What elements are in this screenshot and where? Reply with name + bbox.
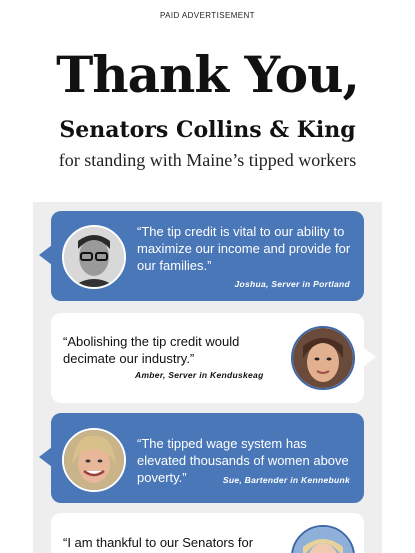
- testimonial-attribution: Sue, Bartender in Kennebunk: [222, 475, 350, 485]
- avatar-speaker-4: [291, 525, 355, 553]
- avatar-amber: [291, 326, 355, 390]
- speech-tail: [39, 447, 52, 467]
- testimonial-quote: “The tip credit is vital to our ability to maximize our income and provide for our families.”: [137, 224, 351, 273]
- headline: Thank You,: [56, 45, 359, 104]
- testimonial-quote: “I am thankful to our Senators for: [63, 535, 254, 550]
- testimonial-card-1: [51, 211, 364, 301]
- testimonial-quote: “Abolishing the tip credit would decimate our industry.”: [63, 334, 240, 366]
- paid-advertisement-label: PAID ADVERTISEMENT: [160, 11, 255, 20]
- avatar-sue: [62, 428, 126, 492]
- testimonial-quote: “The tipped wage system has elevated thousands of women above poverty.”: [137, 436, 349, 485]
- testimonial-attribution: Joshua, Server in Portland: [234, 279, 350, 289]
- testimonial-card-3: [51, 413, 364, 503]
- speech-tail: [363, 347, 376, 367]
- subheadline: Senators Collins & King: [59, 117, 356, 143]
- tagline: for standing with Maine’s tipped workers: [58, 150, 357, 170]
- speech-tail: [39, 245, 52, 265]
- testimonials-panel: [33, 202, 382, 553]
- testimonial-attribution: Amber, Server in Kenduskeag: [135, 370, 264, 380]
- testimonial-card-2: [51, 313, 364, 403]
- avatar-joshua: [62, 225, 126, 289]
- testimonial-card-4: [51, 513, 364, 553]
